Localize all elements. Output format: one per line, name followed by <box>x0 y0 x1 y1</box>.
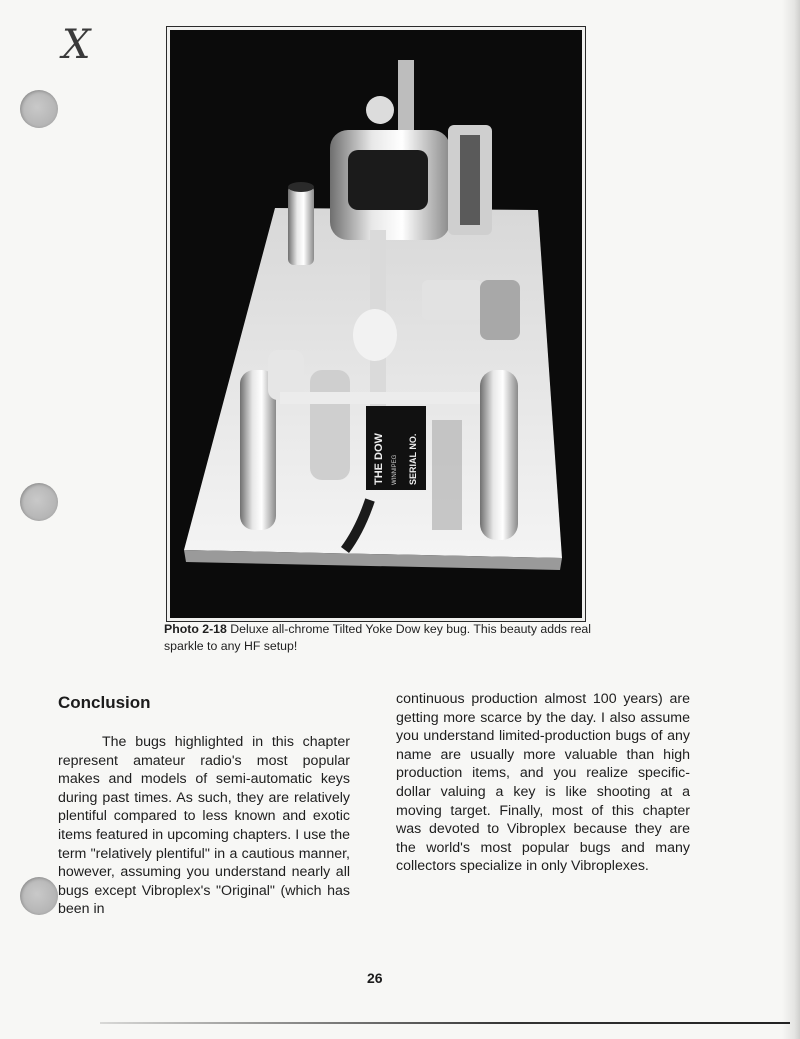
key-bug-photo <box>170 30 582 618</box>
plate-line-2: WINNIPEG <box>392 454 398 485</box>
key-bug-illustration <box>170 30 582 618</box>
binder-hole-middle <box>20 483 58 521</box>
body-text-left-column: The bugs highlighted in this chapter represent amateur radio's most popular makes and models of semi-automatic keys during past times. As such, they are relatively plentiful compared to less known and exotic items featured in upcoming chapters. I use the term "relatively plentiful" in a cautious manner, however, assuming you understand nearly all bugs except Vibroplex's "Original" (which has been in <box>58 734 350 918</box>
page-edge-shadow <box>782 0 800 1039</box>
section-heading: Conclusion <box>58 693 151 712</box>
page-number: 26 <box>367 970 383 986</box>
pendulum-weight <box>353 309 397 361</box>
photo-caption <box>164 621 594 655</box>
right-post <box>480 370 518 540</box>
caption-label: Photo 2-18 <box>164 622 227 636</box>
handwritten-margin-mark: X <box>62 22 91 68</box>
lever-bar <box>280 392 480 404</box>
bottom-scan-rule <box>100 1022 790 1024</box>
body-text-right-column: continuous production almost 100 years) are getting more scarce by the day. I also assume you understand limited-production bugs of any name are usually more valuable than high production items, and you realize specific-dollar valuing a key is like shooting at a moving target. Finally, most of this chapter was devoted to Vibroplex because they are the world's most popular bugs and many collectors specialize in only Vibroplexes. <box>396 691 690 875</box>
caption-text: Deluxe all-chrome Tilted Yoke Dow key bug. This beauty adds real sparkle to any HF setup! <box>164 622 591 653</box>
photo-frame <box>166 26 586 622</box>
plate-line-1: THE DOW <box>373 433 385 485</box>
binder-hole-top <box>20 90 58 128</box>
adjust-screw <box>366 96 394 124</box>
plate-line-3: SERIAL NO. <box>408 433 418 485</box>
binder-hole-bottom <box>20 877 58 915</box>
